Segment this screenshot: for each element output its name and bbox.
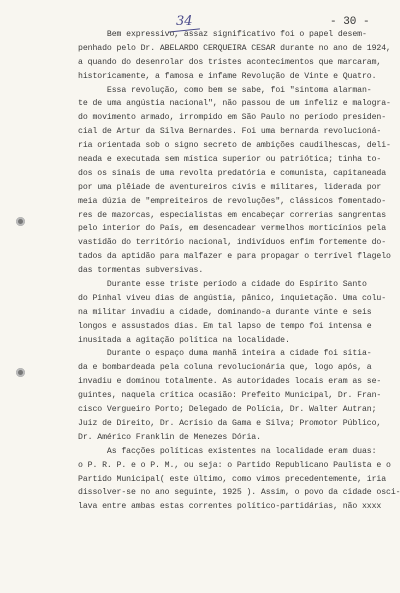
text-line: neada e executada sem mística superior ou patriótica; tinha to- <box>78 155 382 165</box>
text-line: lava entre ambas estas correntes político-partidárias, não xxxx <box>78 502 382 512</box>
text-line: pelo interior do País, em desencadear vermelhos morticínios pela <box>78 224 387 234</box>
text-line: Durante esse triste período a cidade do Espírito Santo <box>78 280 367 290</box>
text-line: meia dúzia de "empreiteiros de revoluções", clássicos fomentado- <box>78 196 387 206</box>
text-line: dissolver-se no ano seguinte, 1925 ). Assim, o povo da cidade osci- <box>78 488 400 498</box>
text-line: invadiu e dominou totalmente. As autoridades locais eram as se- <box>78 377 382 387</box>
text-line: tados da aptidão para malfazer e para propagar o terrível flagelo <box>78 252 391 262</box>
text-line: Partido Municipal( este último, como vimos precedentemente, iria <box>78 474 387 484</box>
text-line: das tormentas subversivas. <box>78 266 204 276</box>
text-line: da e bombardeada pela coluna revolucionária que, logo após, a <box>78 363 372 373</box>
text-line: Durante o espaço duma manhã inteira a cidade foi sitia- <box>78 349 372 359</box>
text-line: cisco Vergueiro Porto; Delegado de Polícia, Dr. Walter Autran; <box>78 405 377 415</box>
text-line: o P. R. P. e o P. M., ou seja: o Partido Republicano Paulista e o <box>78 460 391 470</box>
text-line: inusitada a agitação política na localidade. <box>78 335 290 345</box>
text-line: longos e assustados dias. Em tal lapso de tempo foi intensa e <box>78 321 372 331</box>
typed-page-number: - 30 - <box>330 16 370 28</box>
binder-hole-top <box>16 217 25 226</box>
handwritten-page-number: 34 <box>176 14 193 29</box>
text-line: a quando do desenrolar dos tristes acontecimentos que marcaram, <box>78 57 382 67</box>
text-line: Juiz de Direito, Dr. Acrísio da Gama e Silva; Promotor Público, <box>78 418 382 428</box>
text-line: res de mazorcas, especialistas em encabeçar correrias sangrentas <box>78 210 387 220</box>
text-line: do Pinhal viveu dias de angústia, pânico, inquietação. Uma colu- <box>78 293 387 303</box>
text-line: dos os sinais de uma revolta predatória e comunista, capitaneada <box>78 168 387 178</box>
text-line: te de uma angústia nacional", não passou de um infeliz e malogra- <box>78 99 391 109</box>
text-line: guintes, naquela crítica ocasião: Prefeito Municipal, Dr. Fran- <box>78 391 382 401</box>
text-line: na militar invadiu a cidade, dominando-a durante vinte e seis <box>78 307 372 317</box>
text-line: ria orientada sob o signo secreto de ambições caudilhescas, deli- <box>78 141 391 151</box>
binder-hole-bottom <box>16 368 25 377</box>
text-line: vastidão do território nacional, indivíduos enfim fortemente do- <box>78 238 387 248</box>
body-text <box>78 28 400 514</box>
text-line: Bem expressivo, assaz significativo foi o papel desem- <box>78 30 367 39</box>
text-line: Essa revolução, como bem se sabe, foi "sintoma alarman- <box>78 85 372 95</box>
text-line: Dr. Américo Franklin de Menezes Dória. <box>78 432 261 442</box>
text-line: do movimento armado, irrompido em São Paulo no período presiden- <box>78 113 387 123</box>
text-line: penhado pelo Dr. ABELARDO CERQUEIRA CESAR durante no ano de 1924, <box>78 43 391 53</box>
text-line: por uma plêiade de aventureiros civis e militares, liderada por <box>78 182 382 192</box>
text-line: As facções políticas existentes na localidade eram duas: <box>78 446 377 456</box>
text-line: cial de Artur da Silva Bernardes. Foi uma bernarda revolucioná- <box>78 127 382 137</box>
text-line: historicamente, a famosa e infame Revolução de Vinte e Quatro. <box>78 71 377 81</box>
